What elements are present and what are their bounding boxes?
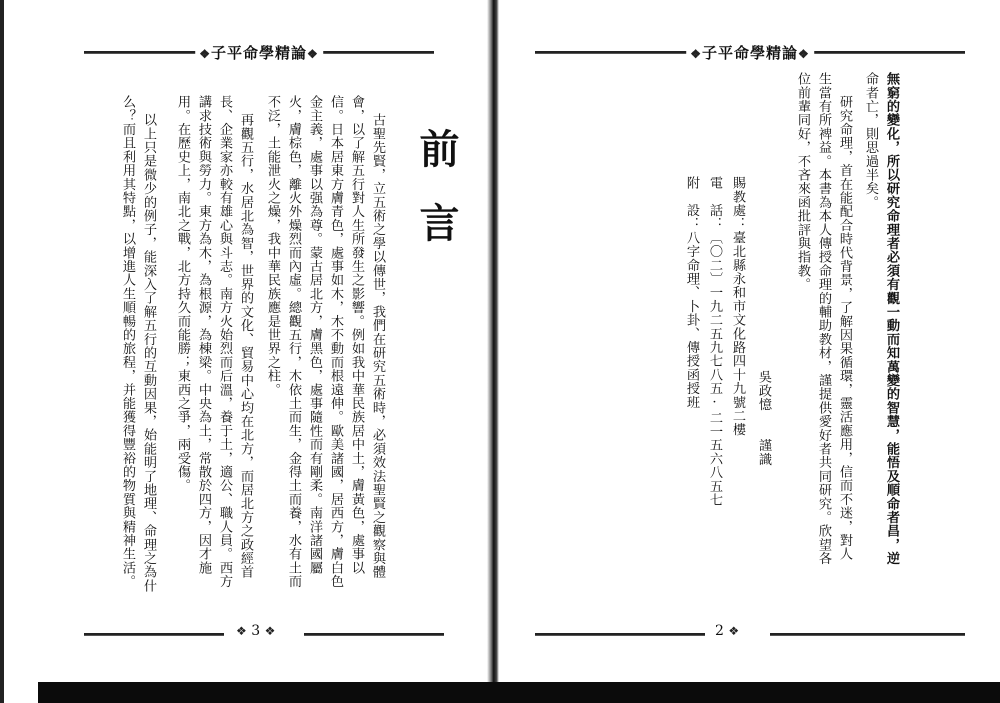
- scan-left-edge: [0, 0, 4, 703]
- contact-line: 附 設：八字命理、卜卦、傳授函授班: [684, 176, 699, 409]
- ornament-icon: ❖: [690, 47, 702, 61]
- ornament-icon: ❖: [236, 624, 247, 638]
- text-column: 位前輩同好，不吝來函批評與指教。: [795, 72, 810, 292]
- ornament-icon: ❖: [728, 624, 740, 638]
- preface-heading: 前言: [413, 128, 460, 276]
- footer-rule: [535, 633, 705, 636]
- scan-bottom-edge: [38, 682, 1000, 703]
- footer-rule: [770, 633, 965, 636]
- text-column: 長、企業家亦較有雄心與斗志。南方火始烈而后溫，養于土，適公、職人員。西方: [217, 95, 232, 589]
- text-column: 命者亡，則思過半矣。: [863, 72, 878, 209]
- text-column: 用。在歷史上，南北之戰，北方持久而能勝；東西之爭，兩受傷。: [175, 95, 190, 493]
- text-column: 金主義，處事以强為尊。蒙古居北方，膚黑色，處事隨性而有剛柔。南洋諸國屬: [307, 95, 322, 575]
- text-column: 再觀五行，水居北為智，世界的文化、貿易中心均在北方，而居北方之政經首: [238, 113, 253, 579]
- left-running-header: [84, 44, 434, 62]
- contact-line: 電 話：〔〇二〕一九二五九七八五·二一五六八五七: [707, 176, 722, 507]
- right-running-header: [535, 44, 965, 62]
- text-column: 不泛，土能泄火之燥，我中華民族應是世界之柱。: [265, 95, 280, 397]
- contact-line: 賜教處：臺北縣永和市文化路四十九號二樓: [730, 176, 745, 437]
- text-column: 古聖先賢，立五術之學以傳世，我們在研究五術時，必須效法聖賢之觀察與體: [370, 113, 385, 579]
- ornament-icon: ❖: [199, 47, 211, 61]
- page-number-text: 2: [715, 623, 724, 639]
- ornament-icon: ❖: [307, 47, 319, 61]
- text-column: 生當有所裨益。本書為本人傳授命理的輔助教材，謹提供愛好者共同研究。欣望各: [816, 72, 831, 566]
- book-gutter: [487, 0, 499, 703]
- footer-rule: [304, 633, 444, 636]
- page-number: [711, 623, 743, 639]
- ornament-icon: ❖: [798, 47, 810, 61]
- running-title-text: 子平命學精論: [701, 44, 799, 62]
- ornament-icon: ❖: [264, 624, 276, 638]
- author-name: 吳政憶: [756, 370, 771, 412]
- text-column: 以上只是微少的例子，能深入了解五行的互動因果，始能明了地理、命理之為什: [141, 113, 156, 593]
- text-column: 研究命理，首在能配合時代背景，了解因果循環，靈活應用，信而不迷，對人: [837, 95, 852, 561]
- text-column: 信。日本居東方膚青色，處事如木，木不動而根遠伸。歐美諸國，居西方，膚白色: [328, 95, 343, 589]
- text-column: 會，以了解五行對人生所發生之影響。例如我中華民族居中土，膚黃色，處事以: [349, 95, 364, 575]
- running-title: [195, 42, 323, 63]
- footer-rule: [84, 633, 224, 636]
- signature-suffix: 謹識: [756, 438, 771, 466]
- text-column: 火，膚棕色，離火外燥烈而內虛。總觀五行，木依土而生，金得土而養，水有土而: [286, 95, 301, 589]
- running-title: [686, 42, 814, 63]
- left-page-footer: [84, 623, 444, 642]
- page-number-text: 3: [251, 623, 261, 639]
- signature: [752, 370, 774, 466]
- running-title-text: 子平命學精論: [210, 44, 308, 62]
- text-column: 么？而且利用其特點，以增進人生順暢的旅程，并能獲得豐裕的物質與精神生活。: [120, 95, 135, 589]
- text-column: 講求技術與勞力。東方為木，為根源，為棟梁。中央為土，常散於四方，因才施: [196, 95, 211, 575]
- text-column: 無窮的變化，所以研究命理者必須有觀一動而知萬變的智慧，能悟及順命者昌，逆: [884, 72, 899, 566]
- page-number: [232, 623, 279, 639]
- right-page-footer: [535, 623, 965, 642]
- right-page: [503, 0, 1000, 682]
- left-page: [6, 0, 484, 682]
